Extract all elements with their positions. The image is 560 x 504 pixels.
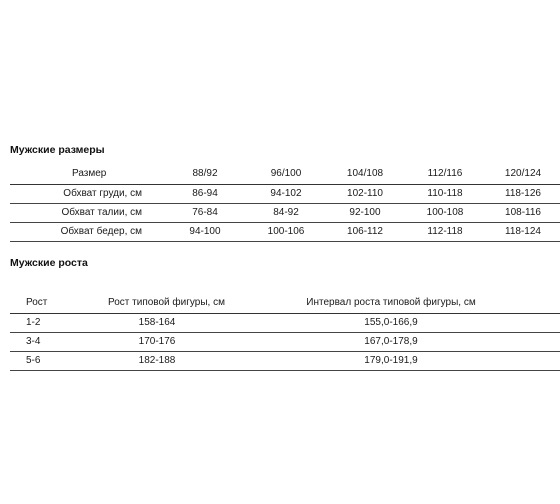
table-cell: 182-188 [92, 351, 222, 370]
table-cell: 170-176 [92, 332, 222, 351]
mens-heights-title: Мужские роста [10, 257, 88, 269]
table-cell: 86-94 [164, 184, 246, 203]
table-cell: 94-102 [246, 184, 326, 203]
table-row [10, 184, 560, 203]
row-label: Обхват талии, см [10, 203, 164, 222]
mens-heights-table [10, 294, 560, 371]
table-cell: 5-6 [10, 351, 92, 370]
table-cell: 118-124 [486, 222, 560, 241]
header-cell: 104/108 [326, 165, 404, 184]
row-label: Обхват груди, см [10, 184, 164, 203]
table-cell: 1-2 [10, 313, 92, 332]
table-cell: 84-92 [246, 203, 326, 222]
table-cell: 102-110 [326, 184, 404, 203]
table-row [10, 203, 560, 222]
table-cell: 108-116 [486, 203, 560, 222]
table-cell: 179,0-191,9 [222, 351, 560, 370]
table-cell: 100-106 [246, 222, 326, 241]
table-cell: 118-126 [486, 184, 560, 203]
table-cell: 100-108 [404, 203, 486, 222]
table-cell: 94-100 [164, 222, 246, 241]
header-cell: 112/116 [404, 165, 486, 184]
table-row [10, 351, 560, 370]
header-cell: 96/100 [246, 165, 326, 184]
header-cell: Рост [10, 294, 92, 313]
table-cell: 106-112 [326, 222, 404, 241]
table-header-row [10, 165, 560, 184]
table-cell: 112-118 [404, 222, 486, 241]
header-cell: Рост типовой фигуры, см [92, 294, 222, 313]
header-cell: Размер [10, 165, 164, 184]
table-row [10, 222, 560, 241]
table-cell: 155,0-166,9 [222, 313, 560, 332]
table-cell: 76-84 [164, 203, 246, 222]
table-header-row [10, 294, 560, 313]
table-row [10, 313, 560, 332]
table-cell: 3-4 [10, 332, 92, 351]
table-cell: 158-164 [92, 313, 222, 332]
row-label: Обхват бедер, см [10, 222, 164, 241]
mens-sizes-table [10, 165, 560, 242]
table-row [10, 332, 560, 351]
header-cell: 88/92 [164, 165, 246, 184]
table-cell: 167,0-178,9 [222, 332, 560, 351]
mens-sizes-title: Мужские размеры [10, 144, 105, 156]
header-cell: Интервал роста типовой фигуры, см [222, 294, 560, 313]
table-cell: 92-100 [326, 203, 404, 222]
table-cell: 110-118 [404, 184, 486, 203]
header-cell: 120/124 [486, 165, 560, 184]
